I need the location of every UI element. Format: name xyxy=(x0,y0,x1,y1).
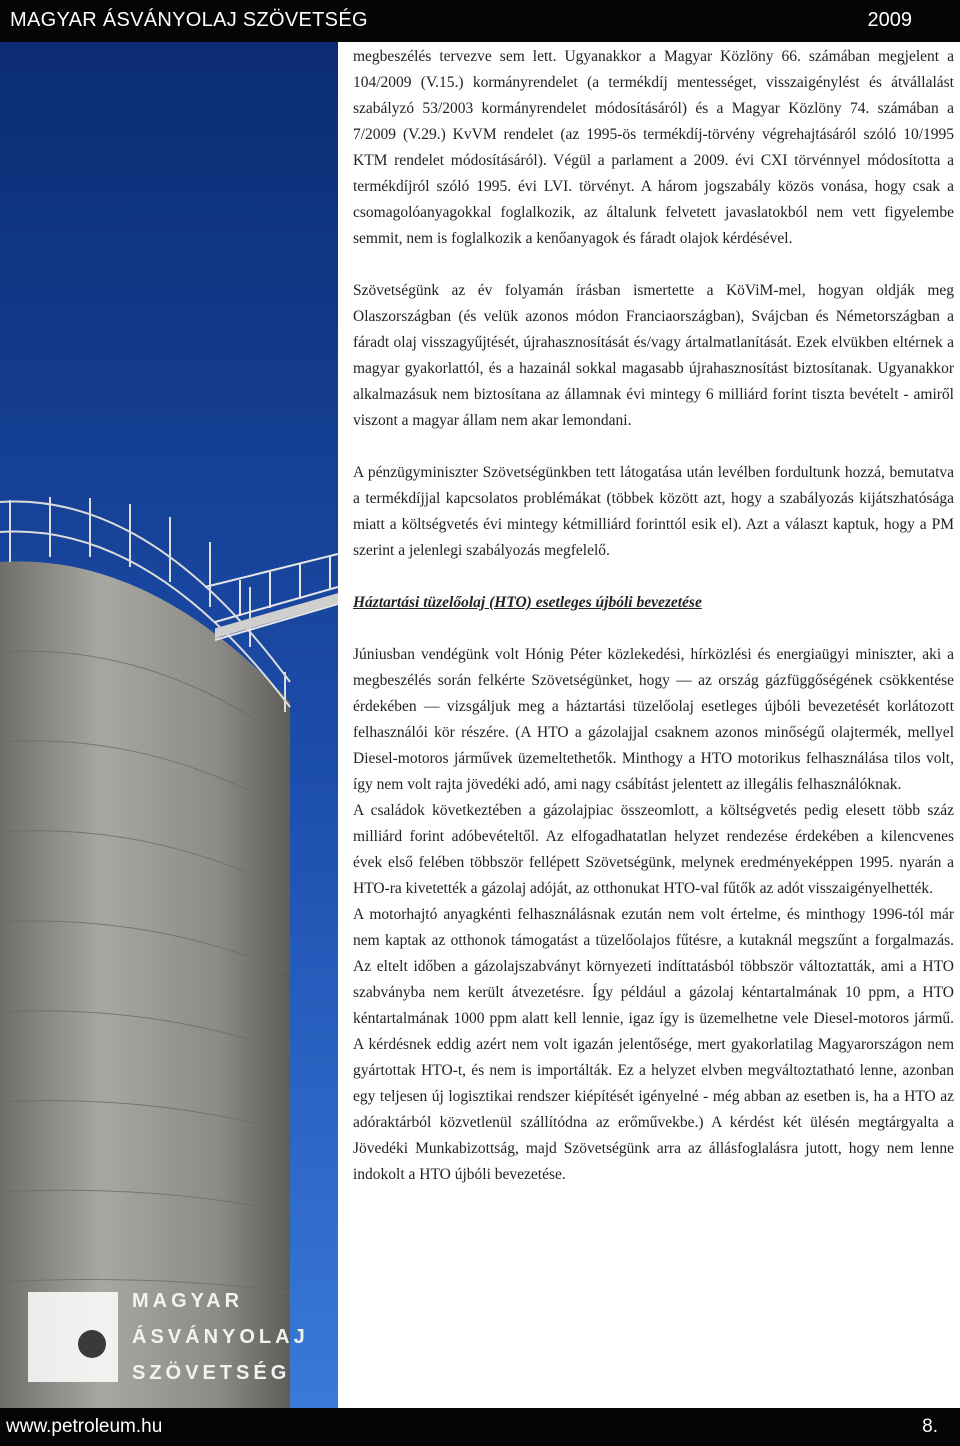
header-year: 2009 xyxy=(867,9,912,31)
article-body xyxy=(353,44,954,1188)
paragraph-hto-history: A családok következtében a gázolajpiac összeomlott, a költségvetés pedig elesett több száz milliárd forint adóbevételtől. Az elfogadhatatlan helyzet rendezése érdekében a kilencvenes évek első felében többször fellépett Szövetségünk, melynek eredményeképpen 1995. nyarán a HTO-ra kivetették a gázolaj adóját, az otthonukat HTO-val fűtők az adót visszaigényelhették. xyxy=(353,802,954,897)
storage-tank-photo xyxy=(0,42,338,1408)
section-heading: Háztartási tüzelőolaj (HTO) esetleges újbóli bevezetése xyxy=(353,594,702,611)
logo-text-line1: MAGYAR xyxy=(132,1290,244,1312)
header-title: MAGYAR ÁSVÁNYOLAJ SZÖVETSÉG xyxy=(10,9,368,31)
footer-bar xyxy=(0,1408,960,1446)
footer-website-link[interactable]: www.petroleum.hu xyxy=(6,1416,163,1437)
association-logo xyxy=(28,1290,328,1400)
paragraph-legislation: megbeszélés tervezve sem lett. Ugyanakkor a Magyar Közlöny 66. számában megjelent a 104/2009 (V.15.) kormányrendelet (a termékdíj mentességet, visszaigénylést és átvállalást szabályzó 53/2003 kormányrendelet módosításáról) és a Magyar Közlöny 74. számában a 7/2009 (V.29.) KvVM rendelet (az 1995-ös termékdíj-törvény végrehajtásáról szóló 10/1995 KTM rendelet módosításáról). Végül a parlament a 2009. évi CXI törvénnyel módosította a termékdíjról szóló 1995. évi LVI. törvényt. A három jogszabály közös vonása, hogy csak a csomagolóanyagokkal foglalkozik, az általunk felvetett javaslatokból nem vett figyelembe semmit, nem is foglalkozik a kenőanyagok és fáradt olajok kérdésével. xyxy=(353,48,954,247)
paragraph-hto-intro: Júniusban vendégünk volt Hónig Péter közlekedési, hírközlési és energiaügyi miniszter, aki a megbeszélés során felkérte Szövetségünket, hogy — az ország gázfüggőségének csökkentése érdekében — vizsgáljuk meg a háztartási tüzelőolaj esetleges újbóli bevezetését korlátozott felhasználói kör részére. (A HTO a gázolajjal csaknem azonos minőségű olajtermék, mellyel Diesel-motoros járművek üzemeltethetők. Minthogy a HTO motorikus felhasználása tilos volt, így nem volt rajta jövedéki adó, ami nagy csábítást jelentett az illegális felhasználóknak. xyxy=(353,646,954,793)
paragraph-used-oil: Szövetségünk az év folyamán írásban ismertette a KöViM-mel, hogyan oldják meg Olaszországban (és velük azonos módon Franciaországban), Svájcban és Németországban a fáradt olaj visszagyűjtését, újrahasznosítását és/vagy ártalmatlanítását. Ezek elvükben eltérnek a magyar gyakorlattól, és a hazainál sokkal magasabb újrahasznosítást biztosítanak. Ugyanakkor alkalmazásuk nem biztosítana az államnak évi mintegy 6 milliárd forint tiszta bevételt - amiről viszont a magyar állam nem akar lemondani. xyxy=(353,282,954,429)
paragraph-hto-conclusion: A motorhajtó anyagkénti felhasználásnak ezután nem volt értelme, és minthogy 1996-tól már nem kaptak az otthonok támogatást a tüzelőolajos fűtésre, a kutaknál megszűnt a forgalmazás. Az eltelt időben a gázolajszabványt környezeti indíttatásból többször változtatták, ami a HTO szabványba nem került átvezetésre. Így például a gázolaj kéntartalmának 10 ppm, a HTO kéntartalmának 1000 ppm alatt kell lennie, igaz így is üzemelhetne vele Diesel-motoros jármű. A kérdésnek eddig azért nem volt igazán jelentősége, mert gyakorlatilag Magyarországon nem gyártottak HTO-t, és nem is importálták. Ez a helyzet elvben megváltoztatható lenne, azonban egy teljesen új logisztikai rendszer kiépítését igényelné - még abban az esetben is, ha a HTO az adóraktárból közvetlenül szállítódna az erőművekbe.) A kérdést két ülésén megtárgyalta a Jövedéki Munkabizottság, majd Szövetségünk arra az állásfoglalásra jutott, hogy nem lenne indokolt a HTO újbóli bevezetése. xyxy=(353,906,954,1183)
header-bar xyxy=(0,0,960,42)
logo-mark-icon xyxy=(28,1292,118,1382)
logo-circle-icon xyxy=(78,1330,106,1358)
page-number: 8. xyxy=(922,1416,938,1437)
paragraph-finance-minister: A pénzügyminiszter Szövetségünkben tett látogatása után levélben fordultunk hozzá, bemutatva a termékdíjjal kapcsolatos problémákat (többek között azt, hogy a szabályozás kijátszhatósága miatt a költségvetés évi mintegy kétmilliárd forinttól esik el). Azt a választ kaptuk, hogy a PM szerint a jelenlegi szabályozás megfelelő. xyxy=(353,464,954,559)
logo-text-line3: SZÖVETSÉG xyxy=(132,1362,291,1384)
logo-text-line2: ÁSVÁNYOLAJ xyxy=(132,1326,309,1348)
